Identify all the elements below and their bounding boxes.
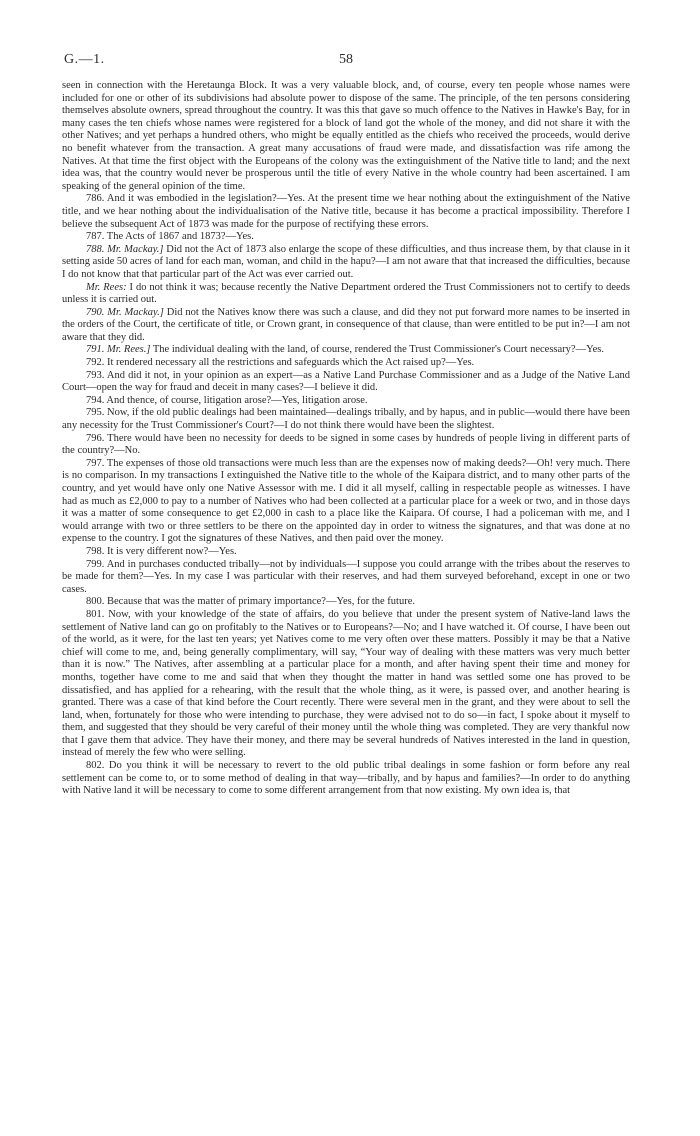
paragraph-text: 792. It rendered necessary all the restrictions and safeguards which the Act raised up?—Yes. <box>86 357 475 369</box>
paragraph-text: 794. And thence, of course, litigation arose?—Yes, litigation arose. <box>86 394 368 406</box>
page-header <box>62 46 630 70</box>
paragraph <box>62 609 630 760</box>
paragraph <box>62 546 630 559</box>
paragraph <box>62 433 630 458</box>
paragraph-text: 787. The Acts of 1867 and 1873?—Yes. <box>86 231 254 243</box>
paragraph-text: 786. And it was embodied in the legislation?—Yes. At the present time we hear nothing about the extinguishment of the Native title, and we hear nothing about the individualisation of the Native title, because it has become a practical impossibility. Therefore I believe the subsequent Act of 1873 was made for the purpose of rectifying these errors. <box>62 193 630 230</box>
paragraph-text: 797. The expenses of those old transactions were much less than are the expenses now of making deeds?—Oh! very much. There is no comparison. In my transactions I extinguished the Native title to the whole of the Kaipara district, and to many other parts of the country, and yet would have only one Native Assessor with me. I did it all myself, calling in respectable people as witnesses. I have had as much as £2,000 to pay to a number of Natives who had been collected at a particular place for a week or two, and in those days it was a matter of some consequence to get £2,000 in cash to a place like the Kaipara. Of course, I had a policeman with me, and I would arrange with two or three settlers to be there on the appointed day in order to witness the signatures, and that was done at no expense to the country. I got the signatures of these Natives, and then paid over the money. <box>62 457 630 545</box>
speaker-label: Mr. Rees: <box>86 281 127 293</box>
paragraph <box>62 596 630 609</box>
paragraph-text: 796. There would have been no necessity for deeds to be signed in some cases by hundreds of people living in different parts of the country?—No. <box>62 432 630 457</box>
paragraph <box>62 370 630 395</box>
paragraph-text: Did not the Natives know there was such a clause, and did they not put forward more names to be inserted in the orders of the Court, the certificate of title, or Crown grant, in consequence of that clause, than were entitled to be put in?—I am not aware that they did. <box>62 306 630 343</box>
paragraph-text: 799. And in purchases conducted tribally—not by individuals—I suppose you could arrange with the tribes about the reserves to be made for them?—Yes. In my case I was particular with their reserves, and had them surveyed beforehand, except in one or two cases. <box>62 558 630 595</box>
paragraph <box>62 395 630 408</box>
speaker-label: 791. Mr. Rees.] <box>86 344 151 356</box>
paragraph <box>62 344 630 357</box>
paragraph-text: 798. It is very different now?—Yes. <box>86 545 237 557</box>
paragraph <box>62 357 630 370</box>
paragraph-text: I do not think it was; because recently the Native Department ordered the Trust Commissioners not to certify to deeds unless it is carried out. <box>62 281 630 306</box>
paragraph-text: 801. Now, with your knowledge of the state of affairs, do you believe that under the present system of Native-land laws the settlement of Native land can go on profitably to the Natives or to Europeans?—No; and I have watched it. Of course, I have been out of the world, as it were, for the last ten years; yet Natives come to me very often over these matters. Possibly it may be that a Native chief will come to me, and, being generally complimentary, will say, “Your way of dealing with these matters was very much better than it is now.” The Natives, after assembling at a particular place for a month, and after having spent their time and money for months, together have come to me and said that when they thought the matter in hand was settled some one has proved to be dissatisfied, and has applied for a rehearing, with the result that the whole thing, as it were, is passed over, and another hearing is granted. There was a case of that kind before the Court recently. There were several men in the grant, and they were about to sell the land, when, fortunately for those who were intending to purchase, they were advised not to do so—in fact, I spoke about it myself to them, and suggested that they should be very careful of their money until the whole thing was completed. They are very thankful now that I gave them that advice. They have their money, and there may be several hundreds of Natives interested in the land in question, instead of merely the few who were selling. <box>62 608 630 759</box>
paragraph-text: seen in connection with the Heretaunga Block. It was a very valuable block, and, of course, every ten people whose names were included for one or other of its subdivisions had absolute power to dispose of the same. The principle, of the ten persons considering themselves absolute owners, spread throughout the country. It was this that gave so much offence to the Natives in Hawke's Bay, for in many cases the ten chiefs whose names were registered for a block of land got the whole of the money, and did not share it with the other Natives; and yet perhaps a hundred others, who might be equally entitled as the chiefs who received the proceeds, would derive no benefit whatever from the transaction. A great many accusations of fraud were made, and dissatisfaction was rife among the Natives. At that time the first object with the Europeans of the colony was the extinguishment of the Native title to land; and the next idea was, that the country would never be prosperous until the title of every Native in the whole country had been ascertained. I am speaking of the general opinion of the time. <box>62 80 630 192</box>
paragraph <box>62 559 630 597</box>
paragraph-text: Did not the Act of 1873 also enlarge the scope of these difficulties, and thus increase them, by that clause in it setting aside 50 acres of land for each man, woman, and child in the hapu?—I am not aware that that increased the difficulties, because I do not know that that particular part of the Act was ever carried out. <box>62 243 631 280</box>
paragraph <box>62 760 630 798</box>
paragraph <box>62 307 630 345</box>
document-code: G.—1. <box>64 52 105 67</box>
paragraph <box>62 244 630 282</box>
paragraph-text: 800. Because that was the matter of primary importance?—Yes, for the future. <box>86 596 415 608</box>
paragraph <box>62 231 630 244</box>
paragraph <box>62 193 630 231</box>
paragraph <box>62 282 630 307</box>
paragraph-text: 802. Do you think it will be necessary to revert to the old public tribal dealings in some fashion or form before any real settlement can be come to, or to some method of dealing in that way—tribally, and by hapus and families?—In order to do anything with Native land it will be necessary to come to some different arrangement from that now existing. My own idea is, that <box>62 760 630 797</box>
paragraph <box>62 407 630 432</box>
paragraph <box>62 458 630 546</box>
paragraph-text: 795. Now, if the old public dealings had been maintained—dealings tribally, and by hapus, and in public—would there have been any necessity for the Trust Commissioner's Court?—I do not think there would have been the slightest. <box>62 407 630 432</box>
document-body <box>62 80 630 798</box>
paragraph <box>62 80 630 193</box>
speaker-label: 790. Mr. Mackay.] <box>86 306 164 318</box>
page-number: 58 <box>339 52 353 67</box>
paragraph-text: 793. And did it not, in your opinion as an expert—as a Native Land Purchase Commissioner and as a Judge of the Native Land Court—open the way for fraud and deceit in many cases?—I believe it did. <box>62 369 630 394</box>
paragraph-text: The individual dealing with the land, of course, rendered the Trust Commissioner's Court necessary?—Yes. <box>150 344 604 356</box>
speaker-label: 788. Mr. Mackay.] <box>86 243 164 255</box>
